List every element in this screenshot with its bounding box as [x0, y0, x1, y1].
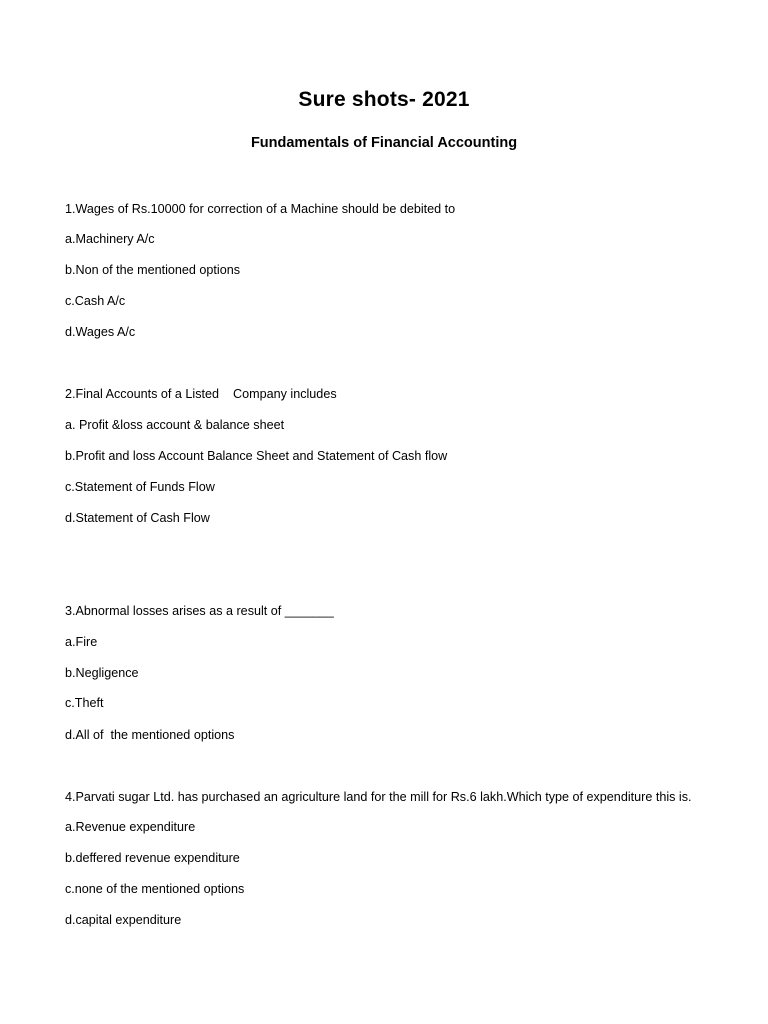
question-3-text: 3.Abnormal losses arises as a result of _______ — [65, 604, 334, 618]
question-4-text: 4.Parvati sugar Ltd. has purchased an agriculture land for the mill for Rs.6 lakh.Which type of expenditure this is. — [65, 790, 692, 804]
question-2-option-c: c.Statement of Funds Flow — [65, 480, 215, 494]
question-2-option-a: a. Profit &loss account & balance sheet — [65, 418, 285, 432]
question-1-option-d: d.Wages A/c — [65, 325, 136, 339]
question-3-option-a: a.Fire — [65, 635, 98, 649]
question-3-option-c: c.Theft — [65, 696, 104, 710]
question-2-option-b: b.Profit and loss Account Balance Sheet and Statement of Cash flow — [65, 449, 448, 463]
document-subtitle: Fundamentals of Financial Accounting — [250, 135, 518, 151]
question-1-option-b: b.Non of the mentioned options — [65, 263, 241, 277]
question-3-option-d: d.All of the mentioned options — [65, 728, 235, 742]
question-2-option-d: d.Statement of Cash Flow — [65, 511, 210, 525]
question-4-option-a: a.Revenue expenditure — [65, 820, 196, 834]
question-1-text: 1.Wages of Rs.10000 for correction of a Machine should be debited to — [65, 202, 456, 216]
question-4-option-c: c.none of the mentioned options — [65, 882, 245, 896]
question-3-option-b: b.Negligence — [65, 666, 139, 680]
question-1-option-c: c.Cash A/c — [65, 294, 126, 308]
document-title: Sure shots- 2021 — [298, 88, 470, 111]
question-4-option-d: d.capital expenditure — [65, 913, 182, 927]
question-1-option-a: a.Machinery A/c — [65, 232, 155, 246]
question-2-text: 2.Final Accounts of a Listed Company includes — [65, 387, 337, 401]
question-4-option-b: b.deffered revenue expenditure — [65, 851, 240, 865]
